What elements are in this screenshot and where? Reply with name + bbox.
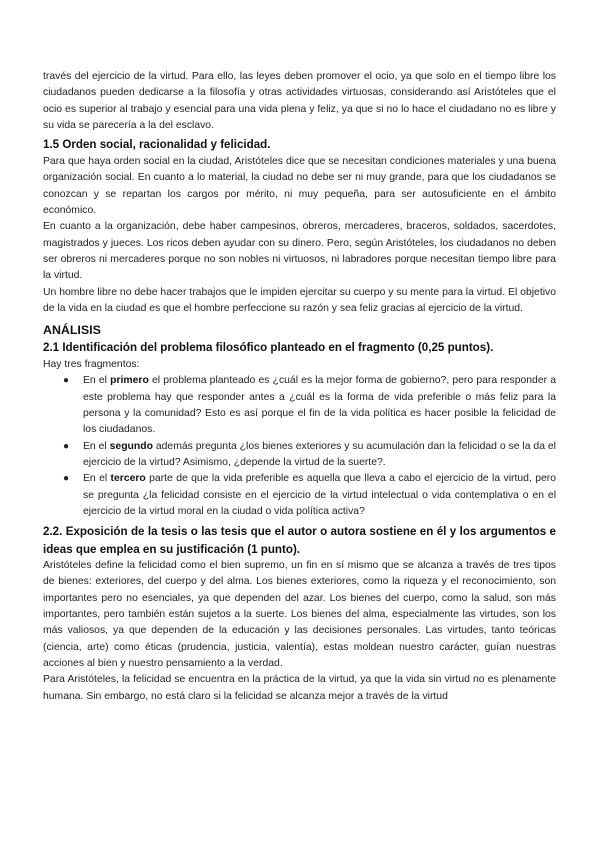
- section-1-5-paragraph-1: Para que haya orden social en la ciudad, Aristóteles dice que se necesitan condiciones materiales y una buena organización social. En cuanto a lo material, la ciudad no debe ser ni muy grande, para que los ciudadanos se conozcan y se repartan los cargos por mérito, ni muy pequeña, para ser autosuficiente en el ámbito económico.: [43, 156, 556, 217]
- document-page: [43, 69, 556, 705]
- section-2-1-intro: Hay tres fragmentos:: [43, 359, 140, 371]
- list-item: [63, 471, 556, 520]
- section-2-1-heading: 2.1 Identificación del problema filosófico planteado en el fragmento (0,25 puntos).: [43, 341, 494, 355]
- list-item-bold: tercero: [110, 473, 146, 485]
- intro-paragraph: través del ejercicio de la virtud. Para ello, las leyes deben promover el ocio, ya que solo en el tiempo libre los ciudadanos pueden dedicarse a la filosofía y otras actividades virtuosas, considerando así Aristóteles que el ocio es superior al trabajo y esencial para una vida plena y feliz, ya que si no lo hace el ciudadano no es libre y su vida se parecería a la del esclavo.: [43, 71, 556, 131]
- section-1-5-paragraph-3: Un hombre libre no debe hacer trabajos que le impiden ejercitar su cuerpo y su mente para la virtud. El objetivo de la vida en la ciudad es que el hombre perfeccione su razón y sea feliz gracias al ejercicio de la virtud.: [43, 286, 556, 314]
- section-2-2-paragraph-1: Aristóteles define la felicidad como el bien supremo, un fin en sí mismo que se alcanza a través de tres tipos de bienes: exteriores, del cuerpo y del alma. Los bienes exteriores, como la riqueza y el reconocimiento, son importantes pero no esenciales, ya que dependen del azar. Los bienes del cuerpo, como la salud, son más importantes, pero también están sujetos a la suerte. Los bienes del alma, especialmente las virtudes, son los más valiosos, ya que dependen de la educación y las decisiones personales. Las virtudes, tanto teóricas (ciencia, arte) como éticas (prudencia, justicia, valentía), estas moldean nuestro carácter, guían nuestras acciones al bien y nuestro pensamiento a la verdad.: [43, 560, 556, 669]
- list-item-pre: En el: [83, 473, 111, 485]
- fragment-list: [43, 373, 556, 520]
- list-item-post: además pregunta ¿los bienes exteriores y su acumulación dan la felicidad o se la da el ejercicio de la virtud? Asimismo, ¿depende la virtud de la suerte?.: [83, 440, 556, 468]
- list-item-pre: En el: [83, 375, 111, 387]
- bullet-icon: ●: [63, 375, 70, 387]
- section-2-2-paragraph-2: Para Aristóteles, la felicidad se encuentra en la práctica de la virtud, ya que la vida sin virtud no es plenamente humana. Sin embargo, no está claro si la felicidad se alcanza mejor a través de la virtud: [43, 674, 556, 702]
- list-item: [63, 439, 556, 472]
- list-item-pre: En el: [83, 440, 110, 452]
- list-item: [63, 373, 556, 438]
- list-item-bold: segundo: [109, 440, 153, 452]
- section-1-5-heading: 1.5 Orden social, racionalidad y felicidad.: [43, 138, 271, 152]
- bullet-icon: ●: [63, 440, 70, 452]
- analisis-heading: ANÁLISIS: [43, 323, 101, 338]
- list-item-bold: primero: [110, 375, 149, 387]
- list-item-post: parte de que la vida preferible es aquella que lleva a cabo el ejercicio de la virtud, pero se pregunta ¿la felicidad consiste en el ejercicio de la virtud intelectual o vida contemplativa o en el ejercicio de la virtud moral en la ciudad o vida política activa?: [83, 473, 556, 517]
- list-item-post: el problema planteado es ¿cuál es la mejor forma de gobierno?, pero para responder a este problema hay que responder antes a ¿cuál es la forma de vida preferible o más feliz para la persona y la comunidad? Esto es así porque el fin de la vida política es hacer posible la felicidad de los ciudadanos.: [83, 375, 556, 436]
- bullet-icon: ●: [63, 473, 70, 485]
- section-1-5-paragraph-2: En cuanto a la organización, debe haber campesinos, obreros, mercaderes, braceros, soldados, sacerdotes, magistrados y jueces. Los ricos deben ayudar con su dinero. Pero, según Aristóteles, los ciudadanos no deben ser obreros ni mercaderes porque no son nobles ni virtuosos, ni labradores porque necesitan tiempo libre para la virtud.: [43, 221, 556, 282]
- section-2-2-heading: 2.2. Exposición de la tesis o las tesis que el autor o autora sostiene en él y los argumentos e ideas que emplea en su justificación (1 punto).: [43, 525, 556, 556]
